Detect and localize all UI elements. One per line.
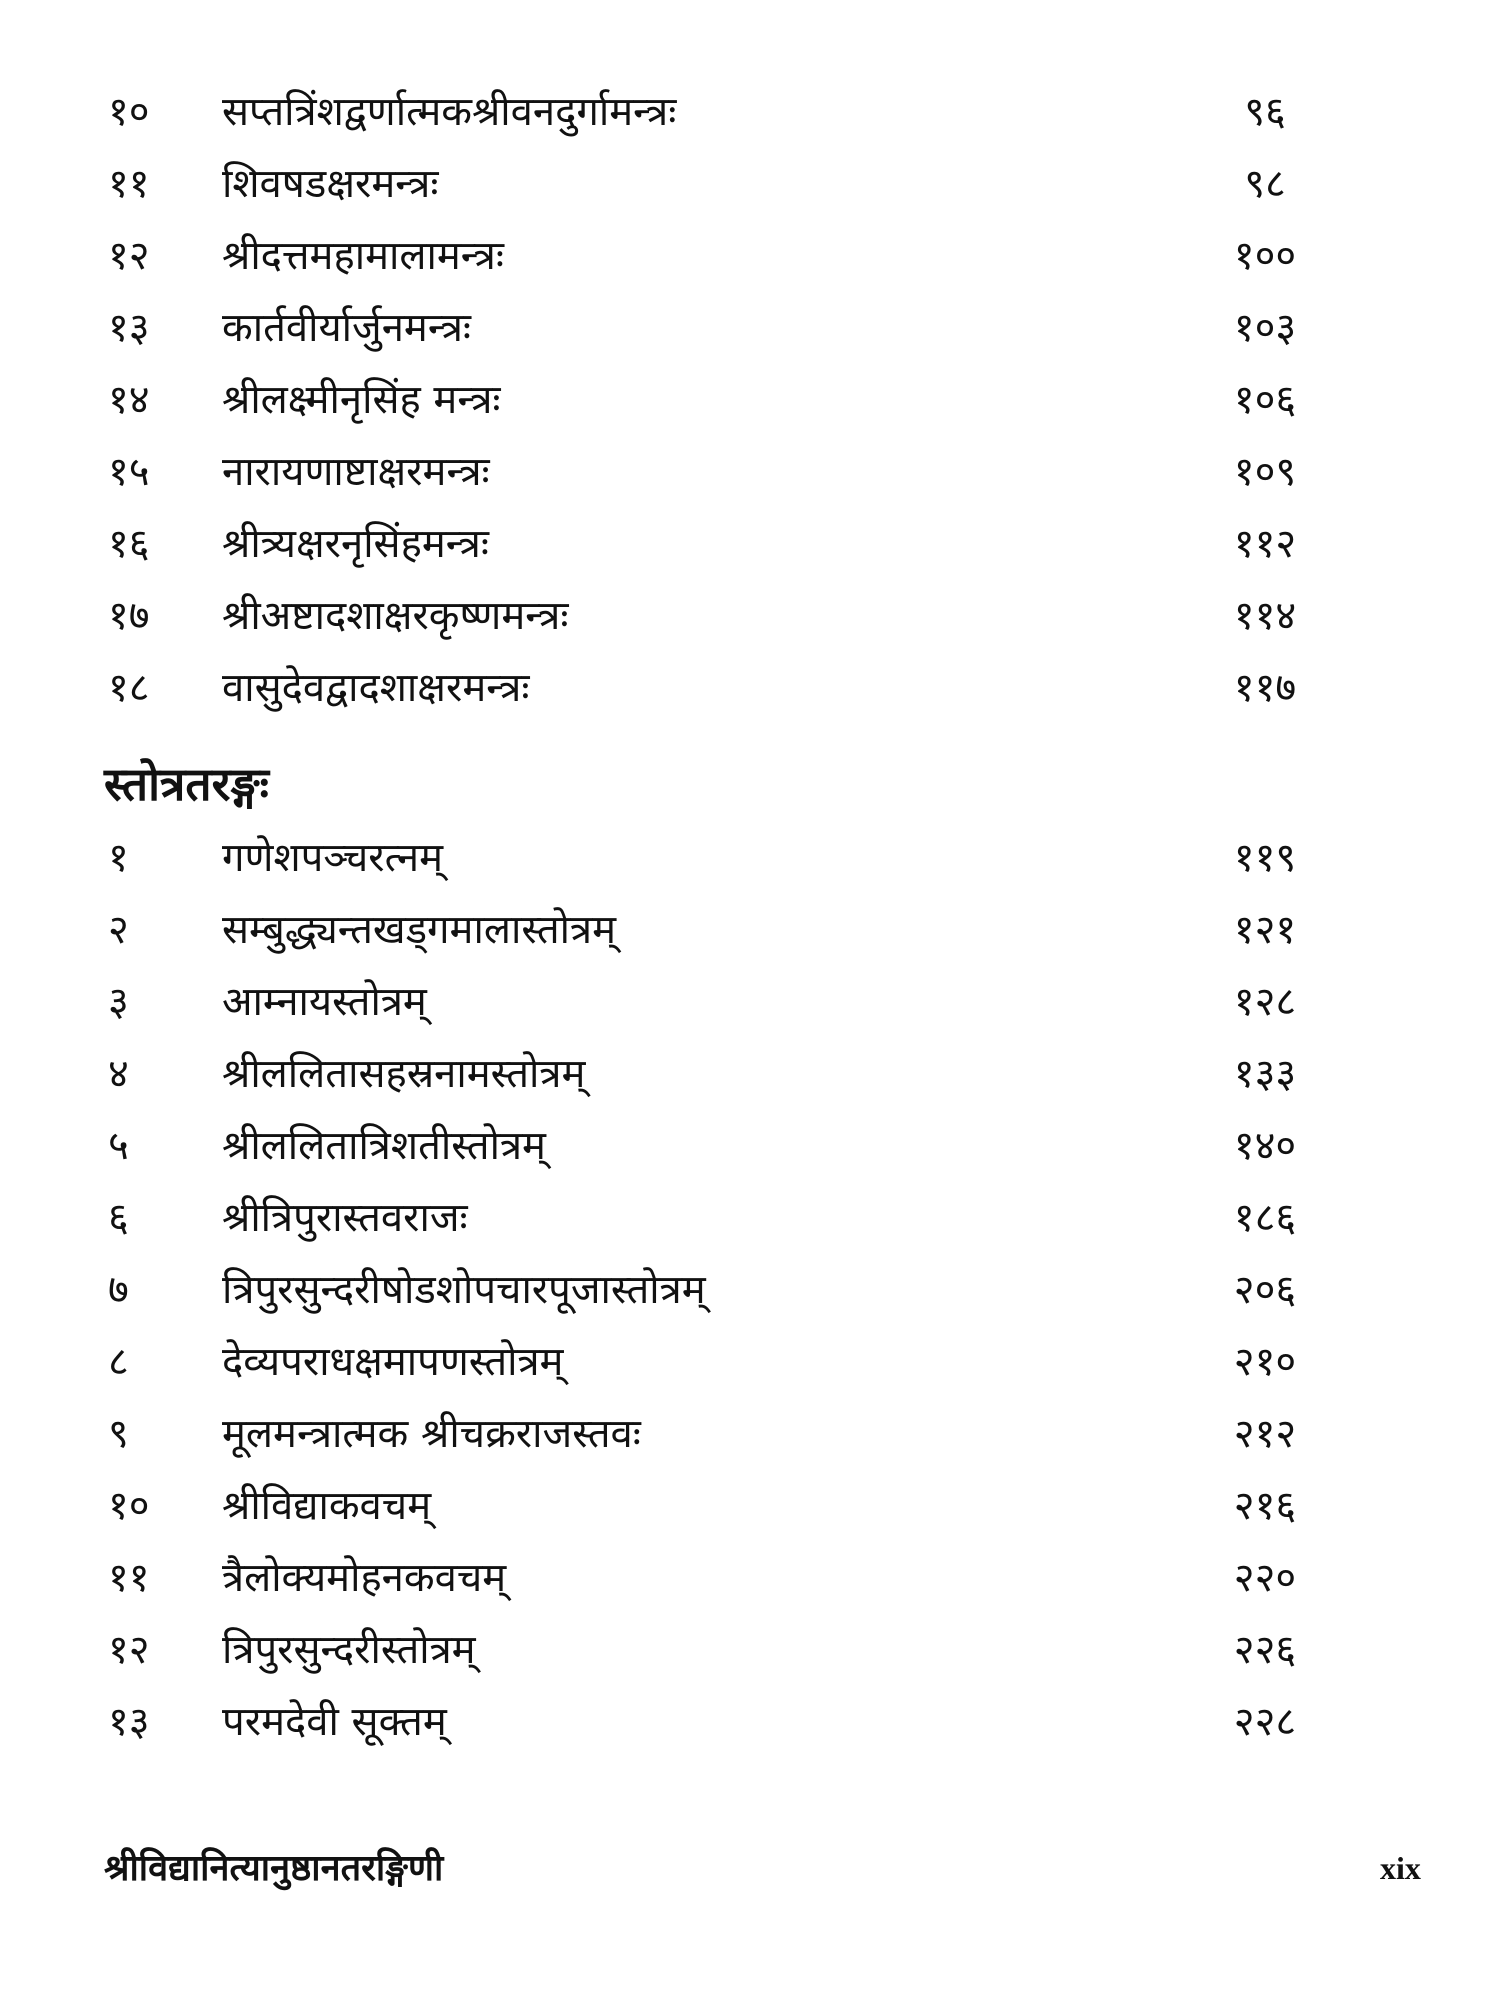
entry-number: १३: [108, 1699, 150, 1745]
entry-title: वासुदेवद्वादशाक्षरमन्त्रः: [222, 665, 530, 711]
entry-number: ९: [108, 1411, 129, 1457]
entry-page-number: २२०: [1233, 1555, 1297, 1601]
entry-number: ११: [108, 161, 150, 207]
entry-title: श्रीदत्तमहामालामन्त्रः: [222, 233, 504, 279]
entry-page-number: २१०: [1233, 1339, 1297, 1385]
entry-title: श्रीत्रिपुरास्तवराजः: [222, 1195, 468, 1241]
entry-title: नारायणाष्टाक्षरमन्त्रः: [222, 449, 490, 495]
entry-number: १५: [108, 449, 150, 495]
entry-title: श्रीलक्ष्मीनृसिंह मन्त्रः: [222, 377, 501, 423]
entry-number: १०: [108, 1483, 150, 1529]
toc-row: [0, 1182, 1500, 1254]
entry-title: देव्यपराधक्षमापणस्तोत्रम्: [222, 1339, 564, 1385]
toc-row: [0, 1470, 1500, 1542]
entry-title: गणेशपञ्चरत्नम्: [222, 835, 443, 881]
entry-page-number: २१२: [1233, 1411, 1297, 1457]
toc-row: [0, 894, 1500, 966]
entry-title: कार्तवीर्यार्जुनमन्त्रः: [222, 305, 471, 351]
entry-number: १०: [108, 89, 150, 135]
toc-row: [0, 1398, 1500, 1470]
toc-row: [0, 1326, 1500, 1398]
toc-row: [0, 436, 1500, 508]
toc-row: [0, 292, 1500, 364]
entry-number: ५: [108, 1123, 129, 1169]
toc-row: [0, 966, 1500, 1038]
entry-number: ६: [108, 1195, 129, 1241]
entry-page-number: ११९: [1233, 835, 1297, 881]
entry-number: १७: [108, 593, 150, 639]
page-folio: xix: [1380, 1850, 1421, 1886]
toc-row: [0, 76, 1500, 148]
toc-row: [0, 1614, 1500, 1686]
entry-number: ७: [108, 1267, 129, 1313]
entry-title: सप्तत्रिंशद्वर्णात्मकश्रीवनदुर्गामन्त्रः: [222, 89, 677, 135]
toc-row: [0, 1038, 1500, 1110]
entry-page-number: ९८: [1244, 161, 1286, 207]
entry-page-number: २२६: [1233, 1627, 1297, 1673]
entry-title: परमदेवी सूक्तम्: [222, 1699, 447, 1745]
toc-row: [0, 1254, 1500, 1326]
entry-page-number: १००: [1233, 233, 1297, 279]
entry-number: १३: [108, 305, 150, 351]
entry-title: श्रीललितासहस्रनामस्तोत्रम्: [222, 1051, 586, 1097]
entry-title: आम्नायस्तोत्रम्: [222, 979, 427, 1025]
entry-number: ११: [108, 1555, 150, 1601]
entry-page-number: ११७: [1233, 665, 1297, 711]
entry-title: मूलमन्त्रात्मक श्रीचक्रराजस्तवः: [222, 1411, 641, 1457]
toc-row: [0, 1110, 1500, 1182]
toc-row: [0, 364, 1500, 436]
toc-row: [0, 148, 1500, 220]
entry-title: श्रीत्र्यक्षरनृसिंहमन्त्रः: [222, 521, 489, 567]
entry-title: शिवषडक्षरमन्त्रः: [222, 161, 439, 207]
entry-page-number: ११२: [1233, 521, 1297, 567]
toc-row: [0, 220, 1500, 292]
toc-row: [0, 822, 1500, 894]
entry-page-number: २१६: [1233, 1483, 1297, 1529]
entry-page-number: १२१: [1233, 907, 1297, 953]
entry-number: १२: [108, 233, 150, 279]
entry-page-number: १४०: [1233, 1123, 1297, 1169]
entry-page-number: १३३: [1233, 1051, 1297, 1097]
entry-page-number: १०३: [1233, 305, 1297, 351]
entry-page-number: ९६: [1244, 89, 1286, 135]
entry-number: १२: [108, 1627, 150, 1673]
entry-page-number: १२८: [1233, 979, 1297, 1025]
entry-title: श्रीललितात्रिशतीस्तोत्रम्: [222, 1123, 546, 1169]
entry-number: १४: [108, 377, 150, 423]
entry-title: श्रीअष्टादशाक्षरकृष्णमन्त्रः: [222, 593, 569, 639]
entry-number: १: [108, 835, 129, 881]
entry-number: ४: [108, 1051, 129, 1097]
toc-row: [0, 1686, 1500, 1758]
entry-title: सम्बुद्ध्यन्तखड्गमालास्तोत्रम्: [222, 907, 617, 953]
entry-number: ३: [108, 979, 129, 1025]
toc-row: [0, 580, 1500, 652]
toc-row: [0, 652, 1500, 724]
toc-row: [0, 508, 1500, 580]
running-footer-title: श्रीविद्यानित्यानुष्ठानतरङ्गिणी: [104, 1847, 444, 1889]
entry-number: १६: [108, 521, 150, 567]
entry-number: ८: [108, 1339, 129, 1385]
section-heading: स्तोत्रतरङ्गः: [104, 757, 269, 811]
entry-page-number: १८६: [1233, 1195, 1297, 1241]
entry-number: १८: [108, 665, 150, 711]
entry-number: २: [108, 907, 129, 953]
entry-page-number: २२८: [1233, 1699, 1297, 1745]
entry-page-number: १०६: [1233, 377, 1297, 423]
entry-title: त्रिपुरसुन्दरीषोडशोपचारपूजास्तोत्रम्: [222, 1267, 706, 1313]
entry-title: त्रिपुरसुन्दरीस्तोत्रम्: [222, 1627, 476, 1673]
entry-title: त्रैलोक्यमोहनकवचम्: [222, 1555, 507, 1601]
entry-page-number: १०९: [1233, 449, 1297, 495]
toc-row: [0, 1542, 1500, 1614]
entry-page-number: २०६: [1233, 1267, 1297, 1313]
entry-title: श्रीविद्याकवचम्: [222, 1483, 432, 1529]
entry-page-number: ११४: [1233, 593, 1297, 639]
